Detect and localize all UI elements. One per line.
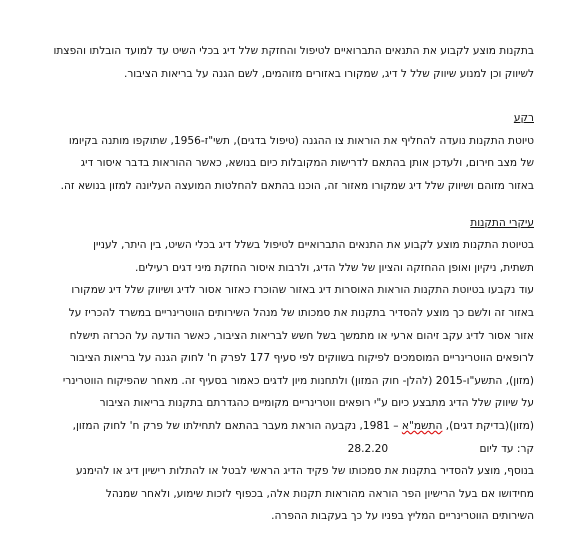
main-paragraph-3 — [48, 460, 534, 528]
main-paragraph-1 — [48, 234, 534, 279]
main-p1-line-1: בטיוטת התקנות מוצע לקבוע את התנאים התברואיים לטיפול בשלל דיג בכלי השיט, בין היתר, לעניין — [93, 239, 534, 252]
main-paragraph-2 — [48, 279, 534, 460]
main-provisions-heading: עיקרי התקנות — [470, 216, 534, 229]
main-p2-line-7-pre: (מזון)(בדיקת דגים), — [442, 419, 534, 432]
main-p3-line-1: בנוסף, מוצע להסדיר בתקנות את סמכותו של פקיד הדיג הראשי לבטל או להתלות רישיון דיג או להימנע — [76, 465, 534, 478]
main-p2-line-7 — [48, 415, 534, 438]
main-p2-line-5: (מזון), התשע"ו-2015 (להלן- חוק המזון) ולתחנות מיון לדגים כאמור בסעיף זה. מאחר שהפיקוח הווטרינרי — [62, 374, 534, 387]
main-p3-line-2: מחידושו אם בעל הרישיון הפר הוראה מהוראות תקנות אלה, בכפוף לזכות שימוע, ולאחר שמנהל — [105, 487, 534, 500]
date-label: קר: עד ליום — [479, 442, 534, 455]
date-value: 28.2.20 — [347, 442, 389, 455]
main-p2-line-3: אזור אסור לדיג עקב זיהום ארעי או מתמשך בשל חשש לבריאות הציבור, כאשר הודעה על הכרזה תישלח — [69, 329, 534, 342]
intro-line-1: בתקנות מוצע לקבוע את התנאים התברואיים לטיפול והחזקת שלל דיג בכלי השיט עד למועד הובלתו והפצתו — [53, 45, 534, 57]
main-p2-line-1: עוד נקבעו בטיוטת התקנות הוראות האוסרות דיג באזור שהוכרז כאזור אסור לדיג ושיווק שלל דיג שמקורו — [71, 284, 534, 297]
main-p2-line-4: לרופאים הווטרינריים המוסמכים לפיקוח בשווקים לפי סעיף 177 לפרק ח' לחוק הגנה על בריאות הציבור — [69, 352, 534, 365]
spellcheck-flagged-word[interactable]: התשמ"א — [401, 419, 443, 432]
background-line-1: טיוטת התקנות נועדה להחליף את הוראות צו ההגנה (טיפול בדגים), תשי"ז-1956, שתוקפו מותנה בקיומו — [68, 134, 534, 147]
main-p2-line-6: על שיווק שלל הדיג מתבצע כיום ע"י רופאים ווטרינריים מקומיים כהגדרתם בתקנות בריאות הציבור — [99, 397, 534, 410]
main-p1-line-2: תשתית, ניקיון ואופן ההחזקה והציון של שלל הדיג, ולרבות איסור החזקת מיני דגים רעילים. — [134, 261, 534, 274]
background-line-2: של מצב חירום, ולעדכן אותן בהתאם לדרישות המקובלות כיום בנושא, כאשר ההוראות בדבר איסור דיג — [80, 157, 534, 170]
background-paragraph — [48, 130, 534, 198]
main-p2-line-2: באזור זה ולשם כך מוצע להסדיר בתקנות את סמכותו של מנהל השירותים הווטרינריים במשרד להכריז על — [68, 306, 534, 319]
main-p2-line-7-post: – 1981, נקבעה הוראת מעבר בהתאם לתחילתו של פרק ח' לחוק המזון, — [72, 419, 402, 432]
background-heading: רקע — [513, 112, 534, 125]
background-line-3: באזור מזוהם ושיווק שלל דיג שמקורו מאזור זה, הוכנו בהתאם להחלטות המועצה העליונה למזון בנושא זה. — [60, 179, 534, 192]
main-p3-line-3: השירותים הווטרינריים המליץ בפניו על כך בעקבות ההפרה. — [271, 510, 534, 523]
intro-paragraph — [48, 40, 534, 85]
main-p2-date-line — [48, 438, 534, 461]
intro-line-2: לשיווק וכן למנוע שיווק שלל ל דיג, שמקורו באזורים מזוהמים, לשם הגנה על בריאות הציבור. — [123, 67, 534, 80]
